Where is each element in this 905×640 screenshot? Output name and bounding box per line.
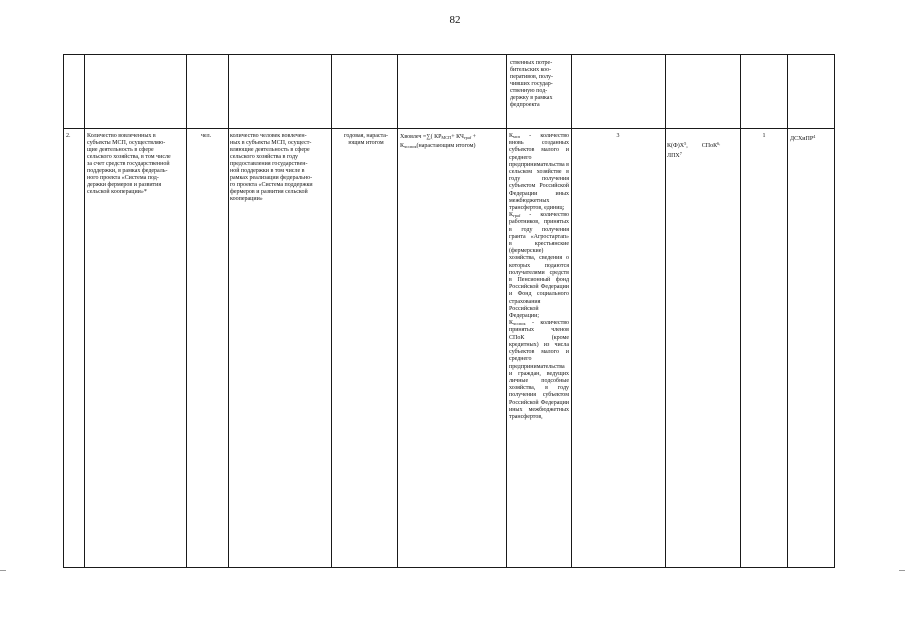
formula-tail: (нарастающим итогом) [416, 143, 476, 149]
periodicity: годовая, нараста- ющим итогом [344, 133, 388, 146]
formula-plus-end: + [471, 134, 477, 140]
col-border-2 [186, 54, 187, 568]
col-border-6 [506, 54, 507, 568]
row-divider [63, 128, 834, 129]
table-top-border [63, 54, 834, 55]
formula-sub-msp: МСП [441, 135, 452, 140]
col-border-10 [787, 54, 788, 568]
col-border-9 [740, 54, 741, 568]
responsible-sup: 4 [813, 134, 816, 139]
var-k-msp-text: - количество вновь созданных субъектов малого и среднего предпринимательства в сельском хозяйстве в году получения субъектом Российской Федерации иных межбюджетных трансфертов, единиц; [509, 133, 569, 212]
calculation-formula [400, 133, 506, 151]
var-k-msp-sub: мсп [513, 134, 520, 139]
col-border-0 [63, 54, 64, 568]
var-k-msp: К [509, 133, 514, 139]
source-comma: , [686, 143, 688, 149]
formula-sum: =∑( КР [421, 134, 442, 140]
var-k-grant-text: - количество работников, принятых в году получения гранта «Агростартап» в крестьянские (фермерские) хозяйства, сведения о которых подаются получателями средств в Пенсионный фонд Российской Федерации и Фонд социального страхования Российской Федерации; [509, 212, 569, 320]
source-lph-sup: 7 [679, 151, 682, 156]
col-border-1 [84, 54, 85, 568]
var-k-spok: К [509, 320, 514, 327]
indicator-definition: количество человек вовлечен- ных в субъекты МСП, осущест- вляющие деятельность в сфере сельского хозяйства в году предоставления государствен- ной поддержки в том числе в рамках реализации федерально- го проекта «Система поддержки фермеров и развития сельской кооперации» [230, 133, 313, 202]
level-code: 1 [762, 133, 766, 139]
formula-lhs: Хвовлеч [400, 134, 422, 140]
col-border-4 [331, 54, 332, 568]
responsible-department [790, 133, 834, 143]
formula-sub-chlspok: чсспок [404, 144, 417, 149]
col-border-5 [397, 54, 398, 568]
row-top-variables-cell: ственных потре- бительских коо- перативов, полу- чивших государ- ственную под- держку в рамках федпроекта [510, 60, 553, 108]
source-spok-sup: 6, [717, 141, 721, 146]
source-kfh-sup: 5 [684, 141, 687, 146]
responsible-name: ДСХиПР [790, 136, 814, 142]
scan-edge-mark-left [0, 570, 6, 571]
page-number: 82 [449, 14, 461, 26]
col-border-3 [228, 54, 229, 568]
col-border-8 [665, 54, 666, 568]
scan-edge-mark-right [899, 570, 905, 571]
formula-k: К [400, 143, 405, 149]
data-sources [667, 140, 739, 160]
col-border-7 [571, 54, 572, 568]
source-kfh: К(Ф)Х [667, 143, 685, 149]
var-k-spok-text: - количество принятых членов СПоК (кроме кредитных) из числа субъектов малого и среднего предпринимательства и граждан, ведущих личные подсобные хозяйства, в году получения субъектом Российской Федерации иных межбюджетных трансфертов, [509, 320, 569, 420]
var-k-grant-sub: граf [513, 213, 521, 219]
col-border-11 [834, 54, 835, 568]
source-spok: СПоК [701, 143, 718, 149]
table-bottom-border [63, 567, 834, 568]
formula-plus-kch: + КЧ [451, 134, 464, 140]
row-number: 2. [66, 133, 71, 139]
unit-of-measure: чел. [201, 133, 212, 139]
method-code: 3 [616, 133, 620, 139]
indicator-name: Количество вовлеченных в субъекты МСП, осуществляю- щие деятельность в сфере сельского хозяйства, в том числе за счет средств государственной поддержки, в рамках федераль- ного проекта «Система под- держки фермеров и развития сельской кооперации»* [87, 133, 171, 195]
formula-sub-grant: граf [463, 135, 472, 140]
variables-description [509, 133, 569, 565]
source-lph: ЛПХ [667, 153, 680, 159]
var-k-grant: К [509, 212, 514, 219]
var-k-spok-sub: чсспок [513, 321, 526, 327]
